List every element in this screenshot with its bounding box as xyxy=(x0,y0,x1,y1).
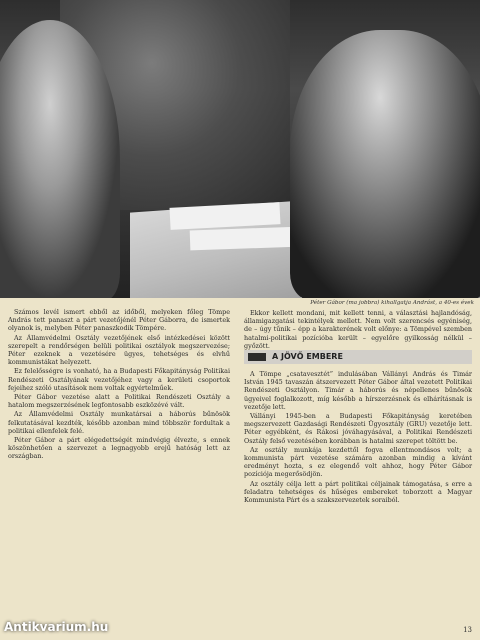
section-marker-icon xyxy=(248,353,266,361)
text-column-right-top xyxy=(244,309,472,351)
photo-man-right xyxy=(290,30,480,298)
paragraph: Számos levél ismert ebből az időből, melyeken főleg Tömpe András tett panaszt a párt vezetőjénél Péter Gáborra, de ismertek olyanok is, melyben Péter panaszkodik Tömpére. xyxy=(8,308,230,333)
watermark: Antikvarium.hu xyxy=(4,620,109,634)
paragraph: Vállányi 1945-ben a Budapesti Főkapitányság keretében megszervezett Gazdasági Rendészeti Ügyosztály (GRU) vezetője lett. Péter egyébként, és Rákosi jóváhagyásával, a Politikai Rendészeti Osztály felső vezetésében korábban is hatalmi szerepet töltött be. xyxy=(244,412,472,445)
paragraph: Ekkor kellett mondani, mit kellett tenni, a választási hajlandóság, államigazgatási tekintélyek mellett. Nem volt szerencsés egyéniség, de – úgy tűnik – épp a karakterének volt előnye: a Tömpével szemben hatalmi-politikai pozícióba került – egyelőre gyilkosság nélkül – győzött. xyxy=(244,309,472,350)
paragraph: Az Államvédelmi Osztály vezetőjének első intézkedései között szerepelt a rendőrségen belüli politikai osztályok megszervezése; Péter ezeknek a vezetésére ügyes, tehetséges és elvhű kommunistákat helyezett. xyxy=(8,333,230,367)
page-number: 13 xyxy=(463,626,472,634)
paragraph: Az osztály célja lett a párt politikai céljainak támogatása, s erre a feladatra tehetséges és hűséges embereket toborzott a Magyar Kommunista Párt és a szakszervezetek soraiból. xyxy=(244,479,472,505)
paragraph: Péter Gábor vezetése alatt a Politikai Rendészeti Osztály a hatalom megszerzésének legfontosabb eszközévé vált. xyxy=(8,393,230,410)
paragraph: Az Államvédelmi Osztály munkatársai a háborús bűnösök felkutatásával kezdték, később azonban mind többször fordultak a politikai ellenfelek felé. xyxy=(8,410,230,435)
section-heading xyxy=(244,350,472,364)
paragraph: A Tömpe „csatavesztét” indulásában Vállányi András és Timár István 1945 tavaszán átszervezett Péter Gábor által vezetett Politikai Rendészeti Osztályon. Timár a háborús és népellenes bűnösök ügyeivel foglalkozott, míg később a hírszerzésnek és elhárításnak is vezetője lett. xyxy=(244,370,472,411)
paragraph: Az osztály munkája kezdettől fogva ellentmondásos volt; a kommunista párt vezetése számára azonban mindig a kívánt eredményt hozta, s ez elegendő volt ahhoz, hogy Péter Gábor pozíciója megerősödjön. xyxy=(244,445,472,479)
paragraph: Péter Gábor a párt elégedettségét mindvégig élvezte, s ennek köszönhetően a szervezet a legnagyobb erejű hatóság lett az országban. xyxy=(8,436,230,461)
historical-photo xyxy=(0,0,480,298)
text-column-left xyxy=(8,308,230,462)
photo-caption: Péter Gábor (ma jobbra) kihallgatja Andrást, a 40-es évek xyxy=(310,300,474,306)
section-title: A JÖVŐ EMBERE xyxy=(272,352,343,361)
text-column-right xyxy=(244,370,472,505)
paragraph: Ez felelősségre is vonható, ha a Budapesti Főkapitányság Politikai Rendészeti Osztályának vezetőjéhez vagy a kerületi csoportok fejeihez szóló utasítások nem voltak egyértelműek. xyxy=(8,367,230,392)
